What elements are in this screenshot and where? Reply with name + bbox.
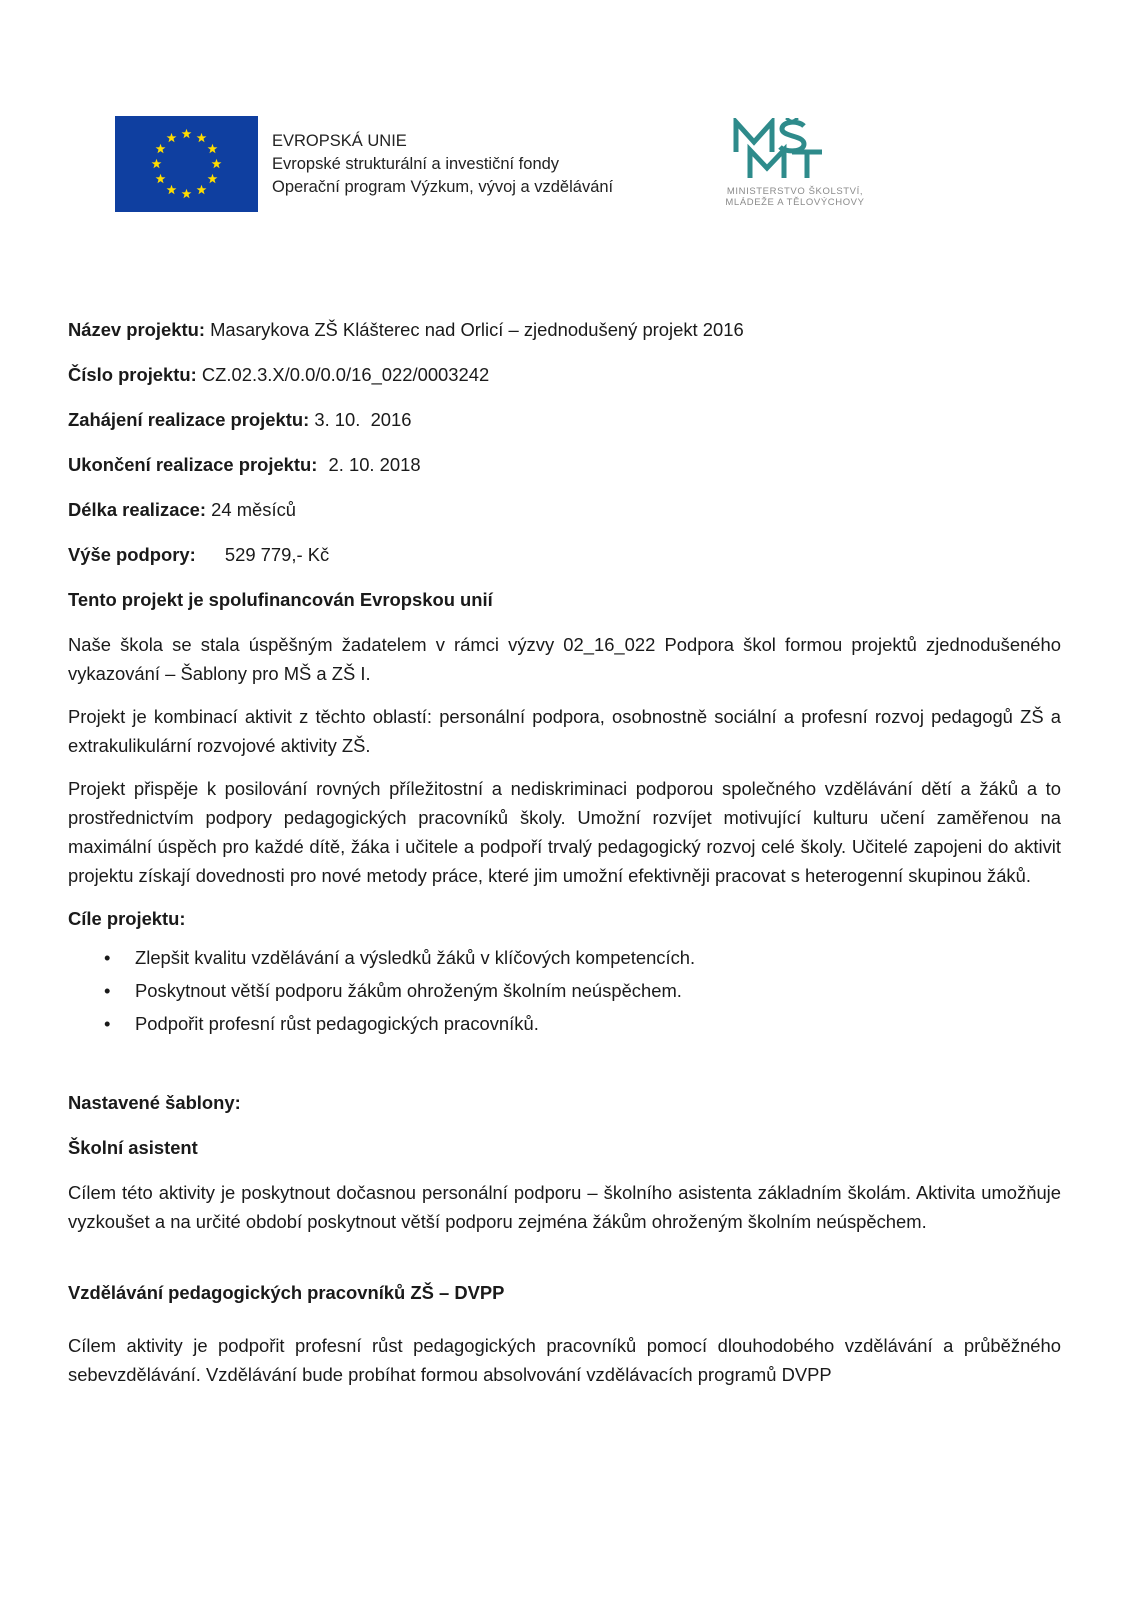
field-value: CZ.02.3.X/0.0/0.0/16_022/0003242	[201, 364, 490, 385]
field-label: Zahájení realizace projektu:	[68, 409, 310, 430]
section-title: Školní asistent	[68, 1137, 198, 1158]
project-number-line	[68, 360, 1061, 389]
intro-paragraph: Projekt je kombinací aktivit z těchto oblastí: personální podpora, osobnostně sociální a profesní rozvoj pedagogů ZŠ a extrakulikulární rozvojové aktivity ZŠ.	[68, 706, 1061, 756]
templates-heading: Nastavené šablony:	[68, 1092, 241, 1113]
field-value: 529 779,- Kč	[224, 544, 330, 565]
field-label: Název projektu:	[68, 319, 205, 340]
list-item	[68, 976, 1061, 1005]
goal-text: Podpořit profesní růst pedagogických pracovníků.	[135, 1013, 539, 1034]
list-item	[68, 943, 1061, 972]
field-value: 2. 10. 2018	[328, 454, 421, 475]
document-body	[68, 315, 1061, 1403]
section-text: Cílem této aktivity je poskytnout dočasnou personální podporu – školního asistenta základním školám. Aktivita umožňuje vyzkoušet a na určité období poskytnout větší podporu zejména žákům ohroženým školním neúspěchem.	[68, 1182, 1061, 1232]
bullet-icon: •	[104, 1013, 111, 1034]
section-title: Vzdělávání pedagogických pracovníků ZŠ – DVPP	[68, 1282, 505, 1303]
project-name-line	[68, 315, 1061, 344]
eu-logo-line: Operační program Výzkum, vývoj a vzdělávání	[272, 178, 614, 196]
section-text: Cílem aktivity je podpořit profesní růst pedagogických pracovníků pomocí dlouhodobého vzdělávání a průběžného sebevzdělávání. Vzdělávání bude probíhat formou absolvování vzdělávacích programů DVPP	[68, 1335, 1061, 1385]
eu-logo-line: EVROPSKÁ UNIE	[272, 132, 407, 150]
field-label: Číslo projektu:	[68, 364, 197, 385]
msmt-logo-caption	[700, 186, 890, 208]
field-label: Ukončení realizace projektu:	[68, 454, 318, 475]
bullet-icon: •	[104, 980, 111, 1001]
eu-logo-line: Evropské strukturální a investiční fondy	[272, 155, 560, 173]
intro-paragraph: Projekt přispěje k posilování rovných příležitostní a nediskriminaci podporou společného vzdělávání dětí a žáků a to prostřednictvím podpory pedagogických pracovníků školy. Umožní rozvíjet motivující kulturu učení zaměřenou na maximální úspěch pro každé dítě, žáka i učitele a podpoří trvalý pedagogický rozvoj celé školy. Učitelé zapojeni do aktivit projektu získají dovednosti pro nové metody práce, které jim umožní efektivněji pracovat s heterogenní skupinou žáků.	[68, 778, 1061, 886]
project-end-line	[68, 450, 1061, 479]
list-item	[68, 1009, 1061, 1038]
eu-logo-text	[272, 130, 613, 199]
goal-text: Zlepšit kvalitu vzdělávání a výsledků žáků v klíčových kompetencích.	[135, 947, 696, 968]
field-value: 3. 10. 2016	[314, 409, 412, 430]
intro-paragraph: Naše škola se stala úspěšným žadatelem v rámci výzvy 02_16_022 Podpora škol formou projektů zjednodušeného vykazování – Šablony pro MŠ a ZŠ I.	[68, 634, 1061, 684]
goals-list	[68, 943, 1061, 1038]
bullet-icon: •	[104, 947, 111, 968]
project-duration-line	[68, 495, 1061, 524]
msmt-caption-line: MLÁDEŽE A TĚLOVÝCHOVY	[725, 197, 865, 208]
field-label: Délka realizace:	[68, 499, 207, 520]
field-label: Výše podpory:	[68, 544, 196, 565]
project-start-line	[68, 405, 1061, 434]
project-funding-line	[68, 540, 1061, 569]
field-value: Masarykova ZŠ Klášterec nad Orlicí – zjednodušený projekt 2016	[210, 319, 744, 340]
field-value: 24 měsíců	[211, 499, 296, 520]
goal-text: Poskytnout větší podporu žákům ohroženým školním neúspěchem.	[135, 980, 682, 1001]
msmt-caption-line: MINISTERSTVO ŠKOLSTVÍ,	[726, 186, 864, 197]
eu-flag-icon	[115, 116, 258, 212]
goals-heading: Cíle projektu:	[68, 908, 186, 929]
cofinance-heading: Tento projekt je spolufinancován Evropskou unií	[68, 589, 493, 610]
